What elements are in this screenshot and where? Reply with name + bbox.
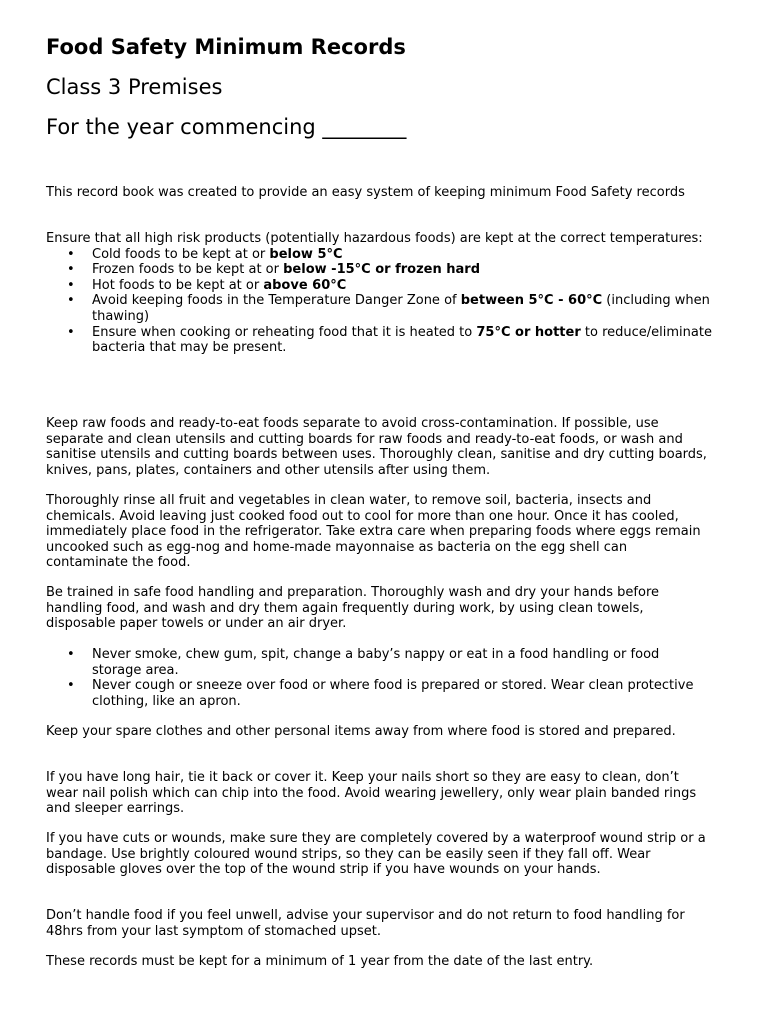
list-item: • Hot foods to be kept at or above 60°C — [67, 277, 347, 293]
records-paragraph: These records must be kept for a minimum of 1 year from the date of the last entry. — [46, 954, 594, 969]
bullet-icon: • — [67, 293, 75, 309]
never-list — [46, 647, 712, 709]
cuts-paragraph: If you have cuts or wounds, make sure they are completely covered by a waterproof wound strip or a bandage. Use brightly coloured wound strips, so they can be easily seen if they fall off. Wear disposable gloves over the top of the wound strip if you have wounds on your hands. — [46, 831, 706, 878]
document-title: Food Safety Minimum Records — [46, 35, 406, 59]
list-item: • Never cough or sneeze over food or where food is prepared or stored. Wear clean protective clothing, like an apron. — [67, 678, 694, 709]
bullet-icon: • — [67, 647, 75, 662]
list-item: • Cold foods to be kept at or below 5°C — [67, 246, 343, 262]
list-item: • Avoid keeping foods in the Temperature Danger Zone of between 5°C - 60°C (including when thawing) — [67, 293, 710, 324]
premises-class: Class 3 Premises — [46, 75, 223, 99]
unwell-paragraph: Don’t handle food if you feel unwell, advise your supervisor and do not return to food handling for 48hrs from your last symptom of stomached upset. — [46, 908, 685, 939]
bullet-icon: • — [67, 246, 75, 262]
separate-foods-paragraph: Keep raw foods and ready-to-eat foods separate to avoid cross-contamination. If possible, use separate and clean utensils and cutting boards for raw foods and ready-to-eat foods, or wash and sanitise utensils and cutting boards between uses. Thoroughly clean, sanitise and dry cutting boards, knives, pans, plates, containers and other utensils after using them. — [46, 416, 707, 478]
hair-paragraph: If you have long hair, tie it back or cover it. Keep your nails short so they are easy to clean, don’t wear nail polish which can chip into the food. Avoid wearing jewellery, only wear plain banded rings and sleeper earrings. — [46, 770, 697, 817]
never-section — [46, 647, 712, 709]
bullet-icon: • — [67, 277, 75, 293]
year-commencing: For the year commencing ________ — [46, 115, 407, 139]
spare-clothes-paragraph: Keep your spare clothes and other personal items away from where food is stored and prepared. — [46, 724, 676, 739]
temperature-lead: Ensure that all high risk products (potentially hazardous foods) are kept at the correct temperatures: — [46, 231, 703, 246]
training-paragraph: Be trained in safe food handling and preparation. Thoroughly wash and dry your hands before handling food, and wash and dry them again frequently during work, by using clean towels, disposable paper towels or under an air dryer. — [46, 585, 659, 632]
intro-paragraph: This record book was created to provide an easy system of keeping minimum Food Safety records — [46, 185, 685, 200]
temperature-section — [46, 231, 712, 356]
bullet-icon: • — [67, 678, 75, 694]
rinse-paragraph: Thoroughly rinse all fruit and vegetables in clean water, to remove soil, bacteria, insects and chemicals. Avoid leaving just cooked food out to cool for more than one hour. Once it has cooled, immediately place food in the refrigerator. Take extra care when preparing foods where eggs remain uncooked such as egg-nog and home-made mayonnaise as bacteria on the egg shell can contaminate the food. — [46, 493, 701, 571]
bullet-icon: • — [67, 262, 75, 278]
list-item: • Ensure when cooking or reheating food that it is heated to 75°C or hotter to reduce/eliminate bacteria that may be present. — [67, 324, 712, 356]
temperature-list — [46, 247, 712, 356]
bullet-icon: • — [67, 324, 75, 340]
list-item: • Frozen foods to be kept at or below -15°C or frozen hard — [67, 262, 480, 278]
list-item: • Never smoke, chew gum, spit, change a baby’s nappy or eat in a food handling or food storage area. — [67, 647, 660, 678]
